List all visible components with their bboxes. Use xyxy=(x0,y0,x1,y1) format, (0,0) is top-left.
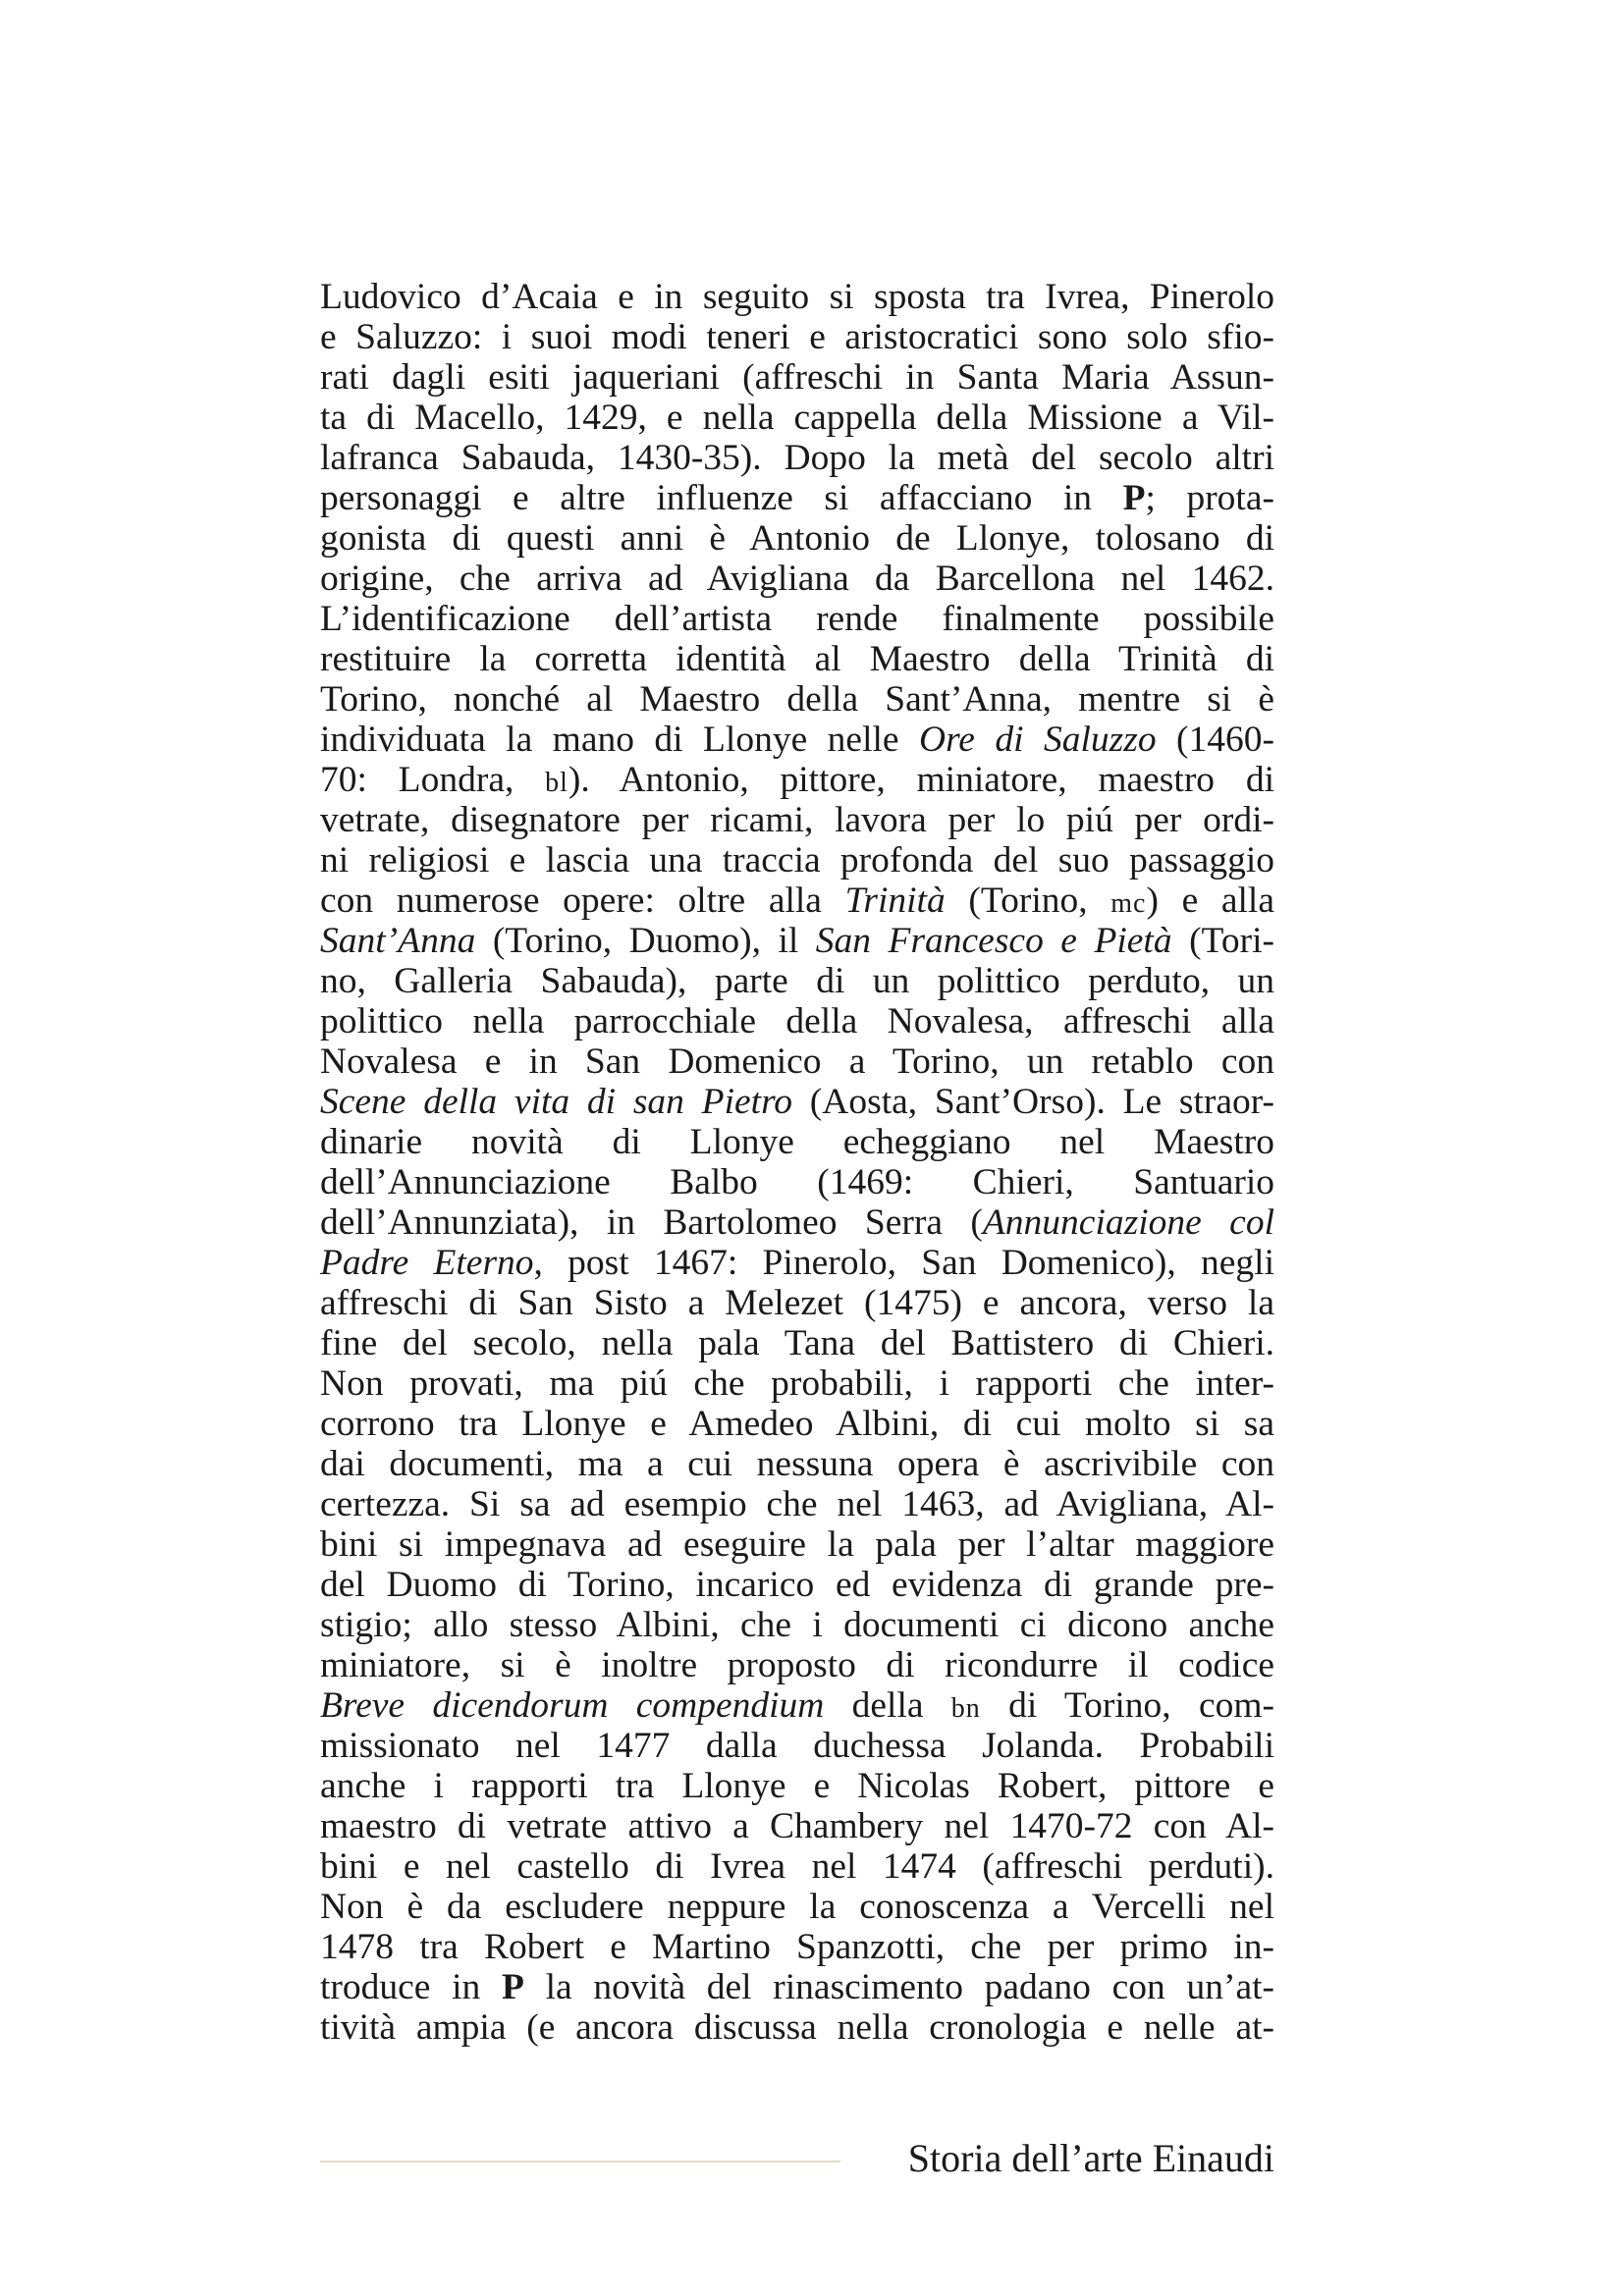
text-line xyxy=(320,478,1274,518)
italic-title: Scene della vita di san Pietro xyxy=(320,1082,793,1122)
text-run: bini si impegnava ad eseguire la pala per l’altar maggiore xyxy=(320,1524,1274,1565)
text-run: di Torino, com- xyxy=(980,1685,1274,1726)
italic-title: Ore di Saluzzo xyxy=(919,720,1157,760)
text-run: bini e nel castello di Ivrea nel 1474 (affreschi perduti). xyxy=(320,1846,1274,1887)
text-run: ta di Macello, 1429, e nella cappella della Missione a Vil- xyxy=(320,398,1274,438)
text-run: maestro di vetrate attivo a Chambery nel 1470-72 con Al- xyxy=(320,1806,1274,1846)
text-line xyxy=(320,1887,1274,1927)
text-line xyxy=(320,398,1274,438)
body-text xyxy=(320,277,1274,2048)
text-line xyxy=(320,720,1274,760)
text-line xyxy=(320,438,1274,478)
text-run: del Duomo di Torino, incarico ed evidenza di grande pre- xyxy=(320,1565,1274,1605)
footer-rule xyxy=(320,2161,840,2163)
text-run: , post 1467: Pinerolo, San Domenico), negli xyxy=(533,1243,1274,1283)
text-run: lafranca Sabauda, 1430-35). Dopo la metà del secolo altri xyxy=(320,438,1274,478)
text-run: dai documenti, ma a cui nessuna opera è ascrivibile con xyxy=(320,1444,1274,1484)
text-run: gonista di questi anni è Antonio de Llonye, tolosano di xyxy=(320,518,1274,559)
text-run: L’identificazione dell’artista rende finalmente possibile xyxy=(320,599,1274,639)
text-line xyxy=(320,800,1274,840)
text-line xyxy=(320,1766,1274,1806)
text-run: (Aosta, Sant’Orso). Le straor- xyxy=(792,1082,1275,1122)
text-line xyxy=(320,1202,1274,1243)
text-line xyxy=(320,639,1274,679)
text-line xyxy=(320,921,1274,961)
text-line xyxy=(320,2007,1274,2048)
text-line xyxy=(320,1041,1274,1082)
text-run: ni religiosi e lascia una traccia profonda del suo passaggio xyxy=(320,840,1274,881)
text-run: dinarie novità di Llonye echeggiano nel Maestro xyxy=(320,1122,1274,1162)
text-line xyxy=(320,357,1274,398)
bold-abbrev: P xyxy=(502,1967,524,2007)
text-line xyxy=(320,760,1274,800)
text-run: rati dagli esiti jaqueriani (affreschi in Santa Maria Assun- xyxy=(320,357,1274,398)
text-line xyxy=(320,1243,1274,1283)
text-run: restituire la corretta identità al Maestro della Trinità di xyxy=(320,639,1274,679)
text-run: ) e alla xyxy=(1146,881,1274,921)
text-line xyxy=(320,840,1274,881)
text-run: no, Galleria Sabauda), parte di un polittico perduto, un xyxy=(320,961,1274,1001)
text-line xyxy=(320,277,1274,317)
text-run: dell’Annunciazione Balbo (1469: Chieri, Santuario xyxy=(320,1162,1274,1202)
text-run: origine, che arriva ad Avigliana da Barcellona nel 1462. xyxy=(320,559,1274,599)
text-line xyxy=(320,1283,1274,1323)
text-run: con numerose opere: oltre alla xyxy=(320,881,845,921)
italic-title: Sant’Anna xyxy=(320,921,476,961)
italic-title: Annunciazione col xyxy=(982,1202,1274,1243)
text-run: dell’Annunziata), in Bartolomeo Serra ( xyxy=(320,1202,983,1243)
text-run: ; prota- xyxy=(1145,478,1274,518)
text-line xyxy=(320,1082,1274,1122)
text-line xyxy=(320,599,1274,639)
text-line xyxy=(320,1484,1274,1524)
footer-title: Storia dell’arte Einaudi xyxy=(907,2136,1274,2180)
page-footer xyxy=(320,2134,1274,2183)
text-line xyxy=(320,518,1274,559)
text-run: vetrate, disegnatore per ricami, lavora per lo piú per ordi- xyxy=(320,800,1274,840)
text-run: 1478 tra Robert e Martino Spanzotti, che per primo in- xyxy=(320,1927,1274,1967)
text-line xyxy=(320,1001,1274,1041)
text-line xyxy=(320,1726,1274,1766)
text-line xyxy=(320,1404,1274,1444)
small-caps-abbrev: mc xyxy=(1110,888,1147,919)
text-run: personaggi e altre influenze si affacciano in xyxy=(320,478,1123,518)
text-run: anche i rapporti tra Llonye e Nicolas Robert, pittore e xyxy=(320,1766,1274,1806)
text-line xyxy=(320,317,1274,357)
text-run: corrono tra Llonye e Amedeo Albini, di cui molto si sa xyxy=(320,1404,1274,1444)
text-run: stigio; allo stesso Albini, che i documenti ci dicono anche xyxy=(320,1605,1274,1645)
text-line xyxy=(320,961,1274,1001)
text-run: certezza. Si sa ad esempio che nel 1463, ad Avigliana, Al- xyxy=(320,1484,1274,1524)
text-line xyxy=(320,559,1274,599)
text-run: individuata la mano di Llonye nelle xyxy=(320,720,919,760)
text-run: tività ampia (e ancora discussa nella cronologia e nelle at- xyxy=(320,2007,1274,2048)
italic-title: Breve dicendorum compendium xyxy=(320,1685,825,1726)
text-run: (Torino, xyxy=(945,881,1111,921)
text-line xyxy=(320,1162,1274,1202)
text-line xyxy=(320,1846,1274,1887)
text-run: 70: Londra, xyxy=(320,760,546,800)
italic-title: Trinità xyxy=(844,881,946,921)
text-line xyxy=(320,1927,1274,1967)
text-run: (Tori- xyxy=(1171,921,1274,961)
text-line xyxy=(320,1645,1274,1685)
text-run: e Saluzzo: i suoi modi teneri e aristocratici sono solo sfio- xyxy=(320,317,1274,357)
text-line xyxy=(320,1806,1274,1846)
text-run: Non provati, ma piú che probabili, i rapporti che inter- xyxy=(320,1363,1274,1404)
text-run: Ludovico d’Acaia e in seguito si sposta tra Ivrea, Pinerolo xyxy=(320,277,1274,317)
italic-title: San Francesco e Pietà xyxy=(815,921,1172,961)
text-line xyxy=(320,1524,1274,1565)
text-line xyxy=(320,1967,1274,2007)
text-run: missionato nel 1477 dalla duchessa Jolanda. Probabili xyxy=(320,1726,1274,1766)
text-run: Novalesa e in San Domenico a Torino, un retablo con xyxy=(320,1041,1274,1082)
bold-abbrev: P xyxy=(1122,478,1146,518)
text-run: (Torino, Duomo), il xyxy=(475,921,816,961)
text-line xyxy=(320,679,1274,720)
text-run: la novità del rinascimento padano con un’at- xyxy=(523,1967,1274,2007)
text-line xyxy=(320,1363,1274,1404)
text-line xyxy=(320,1122,1274,1162)
small-caps-abbrev: bl xyxy=(545,768,568,798)
text-line xyxy=(320,881,1274,921)
text-line xyxy=(320,1444,1274,1484)
text-run: Non è da escludere neppure la conoscenza a Vercelli nel xyxy=(320,1887,1274,1927)
text-run: affreschi di San Sisto a Melezet (1475) e ancora, verso la xyxy=(320,1283,1274,1323)
italic-title: Padre Eterno xyxy=(320,1243,534,1283)
text-run: polittico nella parrocchiale della Novalesa, affreschi alla xyxy=(320,1001,1274,1041)
text-run: ). Antonio, pittore, miniatore, maestro di xyxy=(568,760,1274,800)
text-line xyxy=(320,1565,1274,1605)
text-run: fine del secolo, nella pala Tana del Battistero di Chieri. xyxy=(320,1323,1274,1363)
text-line xyxy=(320,1605,1274,1645)
text-line xyxy=(320,1685,1274,1726)
text-run: (1460- xyxy=(1156,720,1275,760)
text-run: della xyxy=(824,1685,951,1726)
text-run: miniatore, si è inoltre proposto di ricondurre il codice xyxy=(320,1645,1274,1685)
text-line xyxy=(320,1323,1274,1363)
text-run: troduce in xyxy=(320,1967,502,2007)
small-caps-abbrev: bn xyxy=(950,1693,981,1724)
text-run: Torino, nonché al Maestro della Sant’Anna, mentre si è xyxy=(320,679,1274,720)
